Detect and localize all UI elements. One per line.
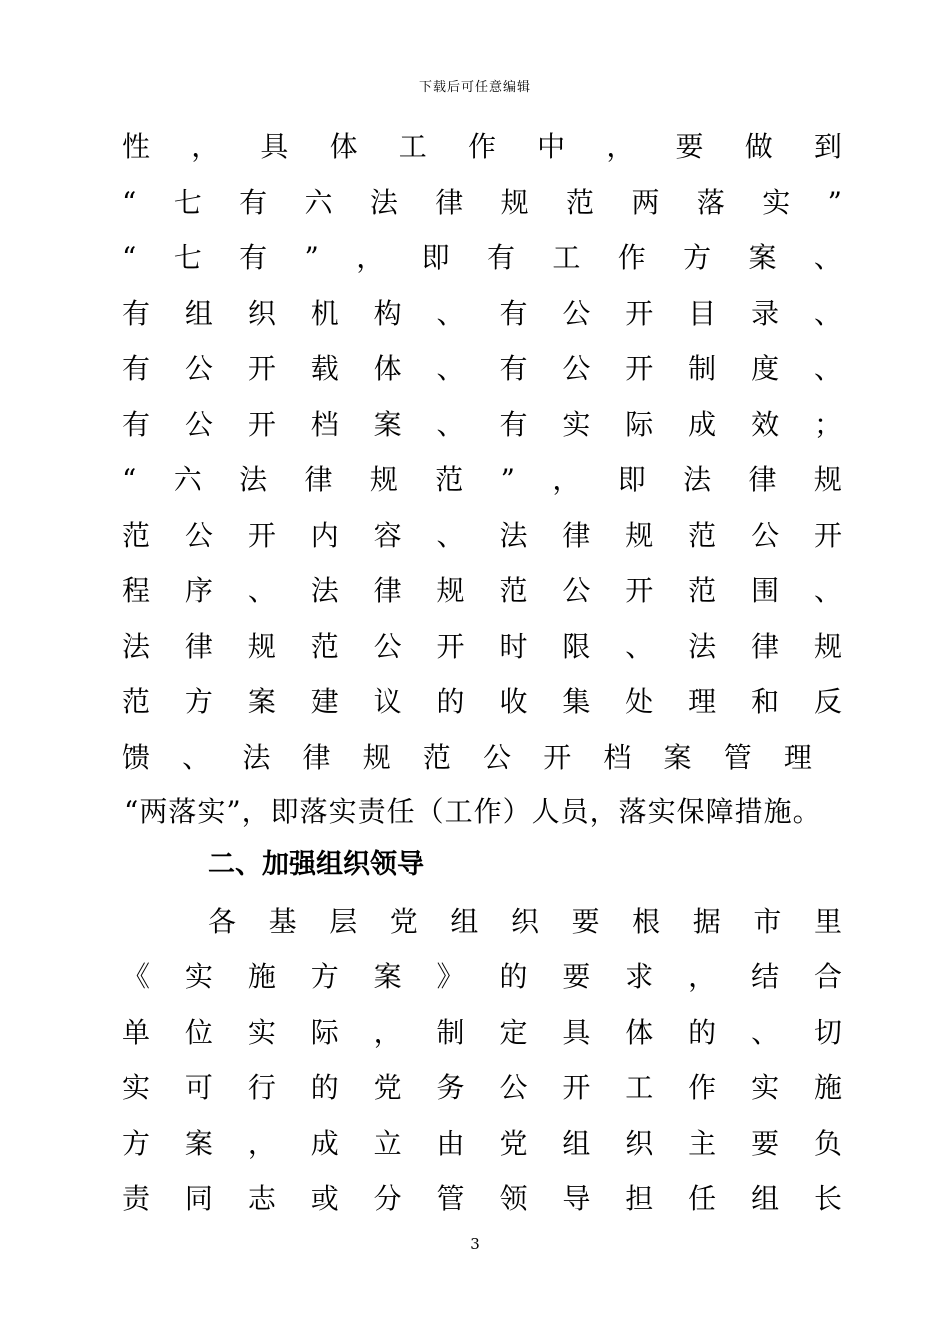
- text-char: 实: [184, 960, 213, 993]
- section-heading: 二、加强组织领导: [208, 849, 424, 880]
- text-char: 公: [562, 297, 591, 330]
- text-char: 规: [369, 463, 398, 496]
- text-char: 、: [751, 1016, 780, 1049]
- text-char: 档: [310, 408, 339, 441]
- text-char: ；: [813, 408, 842, 441]
- text-char: 方: [683, 241, 712, 274]
- text-char: 党: [373, 1071, 402, 1104]
- text-char: ”: [827, 186, 842, 219]
- text-char: 做: [744, 130, 773, 163]
- text-char: 》: [436, 960, 465, 993]
- text-char: 案: [373, 960, 402, 993]
- text-char: 录: [751, 297, 780, 330]
- text-char: 合: [813, 960, 842, 993]
- text-char: 际: [625, 408, 654, 441]
- text-char: 分: [373, 1182, 402, 1215]
- text-char: 责: [122, 1182, 151, 1215]
- text-char: 、: [813, 352, 842, 385]
- text-line: [208, 902, 842, 942]
- text-char: 案: [247, 685, 276, 718]
- text-char: 法: [242, 741, 271, 774]
- text-char: 案: [373, 408, 402, 441]
- text-char: 的: [499, 960, 528, 993]
- text-line: [122, 738, 812, 778]
- text-char: 规: [500, 186, 529, 219]
- text-char: 目: [688, 297, 717, 330]
- text-char: 或: [310, 1182, 339, 1215]
- text-char: “: [122, 186, 137, 219]
- text-char: 里: [813, 905, 842, 938]
- text-char: 规: [625, 519, 654, 552]
- text-char: 、: [436, 352, 465, 385]
- text-char: 有: [239, 241, 268, 274]
- text-char: 、: [436, 408, 465, 441]
- text-char: 公: [562, 352, 591, 385]
- text-char: 落: [696, 186, 725, 219]
- text-char: 法: [310, 574, 339, 607]
- text-char: 规: [362, 741, 391, 774]
- text-char: 方: [122, 1127, 151, 1160]
- text-char: 律: [184, 630, 213, 663]
- text-char: 中: [537, 130, 566, 163]
- text-char: 范: [566, 186, 595, 219]
- text-char: 范: [122, 519, 151, 552]
- text-char: 位: [184, 1016, 213, 1049]
- text-char: 律: [562, 519, 591, 552]
- text-char: 有: [499, 408, 528, 441]
- text-char: 党: [499, 1127, 528, 1160]
- text-char: 、: [182, 741, 211, 774]
- text-char: 行: [247, 1071, 276, 1104]
- text-char: 作: [688, 1071, 717, 1104]
- text-char: 、: [813, 241, 842, 274]
- text-char: 负: [813, 1127, 842, 1160]
- text-char: 体: [373, 352, 402, 385]
- text-line: [122, 294, 842, 334]
- text-char: 层: [329, 905, 358, 938]
- text-char: 实: [751, 1071, 780, 1104]
- text-char: 法: [683, 463, 712, 496]
- text-char: 管: [436, 1182, 465, 1215]
- text-char: 各: [208, 905, 237, 938]
- text-char: 根: [632, 905, 661, 938]
- text-char: 案: [184, 1127, 213, 1160]
- text-char: ，: [191, 130, 220, 163]
- text-char: 制: [436, 1016, 465, 1049]
- text-char: 据: [692, 905, 721, 938]
- text-line: [122, 349, 842, 389]
- text-char: 开: [813, 519, 842, 552]
- text-char: 载: [310, 352, 339, 385]
- text-char: 公: [373, 630, 402, 663]
- text-char: 要: [562, 960, 591, 993]
- text-char: 体: [625, 1016, 654, 1049]
- text-char: 的: [310, 1071, 339, 1104]
- text-char: 作: [617, 241, 646, 274]
- text-char: 时: [499, 630, 528, 663]
- text-char: 法: [122, 630, 151, 663]
- text-char: 施: [247, 960, 276, 993]
- text-char: 工: [552, 241, 581, 274]
- text-line: [122, 238, 842, 278]
- text-line: [122, 682, 842, 722]
- text-char: 公: [562, 574, 591, 607]
- text-char: “: [122, 463, 137, 496]
- text-char: 议: [373, 685, 402, 718]
- text-char: 有: [239, 186, 268, 219]
- text-char: 有: [499, 352, 528, 385]
- text-char: 规: [436, 574, 465, 607]
- text-char: 开: [625, 352, 654, 385]
- text-char: 范: [499, 574, 528, 607]
- text-char: 范: [310, 630, 339, 663]
- text-char: 制: [688, 352, 717, 385]
- text-char: 《: [122, 960, 151, 993]
- text-char: 方: [310, 960, 339, 993]
- text-char: 公: [499, 1071, 528, 1104]
- text-char: 开: [247, 519, 276, 552]
- text-char: 组: [562, 1127, 591, 1160]
- text-char: 内: [310, 519, 339, 552]
- text-char: 织: [510, 905, 539, 938]
- text-char: 六: [173, 463, 202, 496]
- text-char: 收: [499, 685, 528, 718]
- text-char: 规: [247, 630, 276, 663]
- text-line: [122, 957, 842, 997]
- text-char: 即: [617, 463, 646, 496]
- text-char: 、: [813, 297, 842, 330]
- text-char: 律: [373, 574, 402, 607]
- text-char: 有: [122, 408, 151, 441]
- text-char: 处: [625, 685, 654, 718]
- text-char: 织: [625, 1127, 654, 1160]
- text-char: “: [122, 241, 137, 274]
- text-char: 法: [369, 186, 398, 219]
- text-char: 七: [173, 241, 202, 274]
- text-char: 案: [748, 241, 777, 274]
- text-line: [122, 405, 842, 445]
- text-char: ，: [356, 241, 385, 274]
- text-char: 范: [422, 741, 451, 774]
- text-char: 立: [373, 1127, 402, 1160]
- text-char: 两: [631, 186, 660, 219]
- text-char: 公: [184, 519, 213, 552]
- page-header: 下载后可任意编辑: [418, 80, 531, 95]
- page-number: 3: [470, 1235, 480, 1253]
- text-line: [122, 1179, 842, 1219]
- text-char: 范: [688, 519, 717, 552]
- text-char: 即: [421, 241, 450, 274]
- text-char: ，: [688, 960, 717, 993]
- text-char: 范: [122, 685, 151, 718]
- text-char: 具: [260, 130, 289, 163]
- text-char: 管: [723, 741, 752, 774]
- text-char: 基: [268, 905, 297, 938]
- text-char: ，: [247, 1127, 276, 1160]
- text-char: 容: [373, 519, 402, 552]
- text-char: 切: [813, 1016, 842, 1049]
- text-char: 工: [625, 1071, 654, 1104]
- text-char: 成: [310, 1127, 339, 1160]
- text-char: 建: [310, 685, 339, 718]
- text-char: 案: [663, 741, 692, 774]
- text-char: 机: [310, 297, 339, 330]
- text-char: 集: [562, 685, 591, 718]
- text-char: 实: [762, 186, 791, 219]
- text-char: 开: [543, 741, 572, 774]
- text-char: 到: [813, 130, 842, 163]
- text-char: 有: [122, 352, 151, 385]
- text-char: 法: [688, 630, 717, 663]
- text-line: [122, 516, 842, 556]
- text-char: ，: [606, 130, 635, 163]
- text-char: 的: [688, 1016, 717, 1049]
- text-char: 担: [625, 1182, 654, 1215]
- text-char: 实: [562, 408, 591, 441]
- text-char: 有: [486, 241, 515, 274]
- text-char: 律: [748, 463, 777, 496]
- text-char: ，: [552, 463, 581, 496]
- text-char: 开: [562, 1071, 591, 1104]
- text-char: 任: [688, 1182, 717, 1215]
- text-char: 施: [813, 1071, 842, 1104]
- text-char: 有: [499, 297, 528, 330]
- text-char: 的: [436, 685, 465, 718]
- text-char: 理: [783, 741, 812, 774]
- text-char: 序: [184, 574, 213, 607]
- text-char: 党: [389, 905, 418, 938]
- text-line: [122, 127, 842, 167]
- text-char: 围: [751, 574, 780, 607]
- text-char: 七: [173, 186, 202, 219]
- text-char: 公: [483, 741, 512, 774]
- text-line: [122, 571, 842, 611]
- text-char: 、: [625, 630, 654, 663]
- text-char: 馈: [122, 741, 151, 774]
- text-line: [122, 627, 842, 667]
- text-char: 公: [184, 352, 213, 385]
- text-char: 具: [562, 1016, 591, 1049]
- text-char: 领: [499, 1182, 528, 1215]
- text-char: 规: [813, 463, 842, 496]
- text-char: 性: [122, 130, 151, 163]
- text-char: 六: [304, 186, 333, 219]
- text-line: “两落实”，即落实责任（工作）人员，落实保障措施。: [124, 795, 822, 828]
- text-line: [122, 1068, 842, 1108]
- text-char: 要: [751, 1127, 780, 1160]
- text-char: 开: [247, 352, 276, 385]
- text-char: 法: [239, 463, 268, 496]
- text-char: 导: [562, 1182, 591, 1215]
- text-char: 律: [751, 630, 780, 663]
- text-char: 由: [436, 1127, 465, 1160]
- text-char: 求: [625, 960, 654, 993]
- text-char: 主: [688, 1127, 717, 1160]
- text-char: 、: [436, 519, 465, 552]
- text-char: 律: [304, 463, 333, 496]
- text-char: 际: [310, 1016, 339, 1049]
- text-line: [122, 183, 842, 223]
- text-char: 、: [436, 297, 465, 330]
- text-char: 市: [753, 905, 782, 938]
- text-char: 组: [184, 297, 213, 330]
- text-char: 度: [751, 352, 780, 385]
- text-line: [122, 1013, 842, 1053]
- text-char: 方: [184, 685, 213, 718]
- text-char: 规: [813, 630, 842, 663]
- text-char: 可: [184, 1071, 213, 1104]
- text-char: 实: [247, 1016, 276, 1049]
- text-char: 效: [751, 408, 780, 441]
- text-char: 公: [184, 408, 213, 441]
- text-char: 要: [675, 130, 704, 163]
- text-char: 范: [688, 574, 717, 607]
- text-line: [122, 460, 842, 500]
- text-char: 作: [467, 130, 496, 163]
- text-char: 开: [625, 297, 654, 330]
- text-char: 构: [373, 297, 402, 330]
- text-char: 同: [184, 1182, 213, 1215]
- text-char: 织: [247, 297, 276, 330]
- text-char: 组: [450, 905, 479, 938]
- text-char: 范: [435, 463, 464, 496]
- text-char: ”: [304, 241, 319, 274]
- text-char: 务: [436, 1071, 465, 1104]
- text-char: 法: [499, 519, 528, 552]
- text-char: 公: [751, 519, 780, 552]
- text-char: 有: [122, 297, 151, 330]
- text-char: ”: [500, 463, 515, 496]
- text-char: 程: [122, 574, 151, 607]
- text-char: 志: [247, 1182, 276, 1215]
- text-char: ，: [373, 1016, 402, 1049]
- text-char: 、: [247, 574, 276, 607]
- text-char: 结: [751, 960, 780, 993]
- text-char: 理: [688, 685, 717, 718]
- text-char: 反: [813, 685, 842, 718]
- text-char: 限: [562, 630, 591, 663]
- text-char: 单: [122, 1016, 151, 1049]
- text-char: 组: [751, 1182, 780, 1215]
- text-char: 开: [436, 630, 465, 663]
- text-char: 长: [813, 1182, 842, 1215]
- text-char: 开: [625, 574, 654, 607]
- text-line: [122, 1124, 842, 1164]
- text-char: 和: [751, 685, 780, 718]
- text-char: 、: [813, 574, 842, 607]
- text-char: 定: [499, 1016, 528, 1049]
- text-char: 要: [571, 905, 600, 938]
- text-char: 实: [122, 1071, 151, 1104]
- text-char: 律: [302, 741, 331, 774]
- text-char: 律: [435, 186, 464, 219]
- text-char: 体: [329, 130, 358, 163]
- text-char: 开: [247, 408, 276, 441]
- text-char: 档: [603, 741, 632, 774]
- text-char: 工: [398, 130, 427, 163]
- text-char: 成: [688, 408, 717, 441]
